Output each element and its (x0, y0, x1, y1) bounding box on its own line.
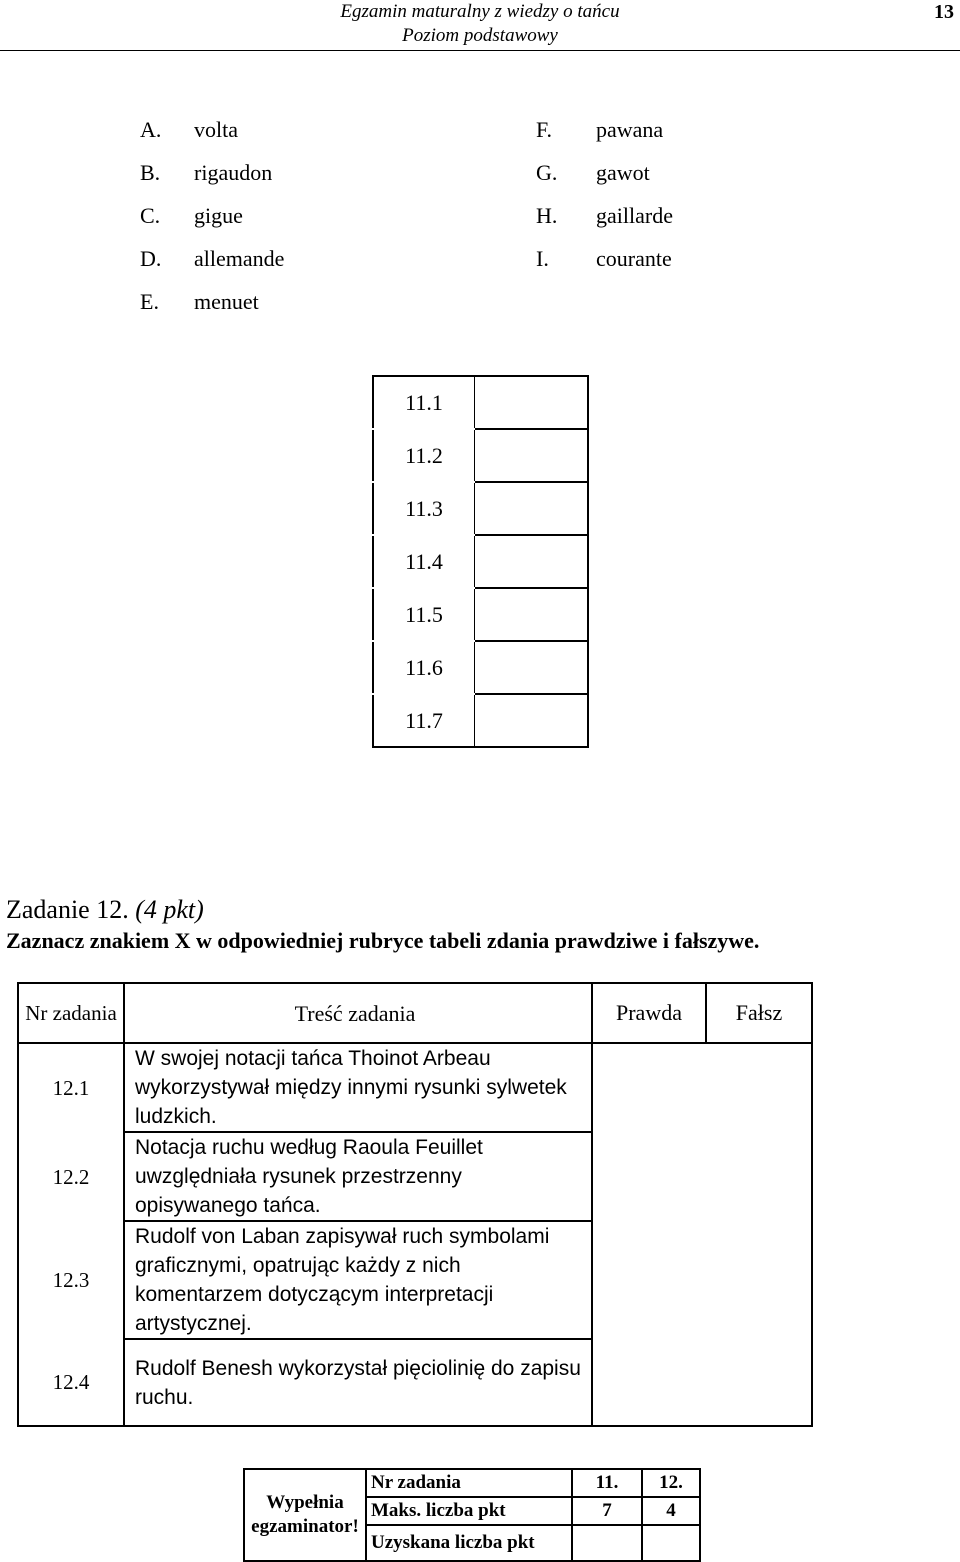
score-task-12: 12. (642, 1469, 700, 1497)
task-12-instruction: Zaznacz znakiem X w odpowiedniej rubryce tabeli zdania prawdziwe i fałszywe. (6, 928, 760, 953)
examiner-label: Wypełnia egzaminator! (244, 1469, 366, 1561)
option-letter: G. (536, 160, 558, 185)
option-letter: B. (140, 160, 161, 185)
answer-key: 11.2 (373, 429, 475, 482)
true-cell[interactable] (592, 1339, 706, 1426)
true-false-table (17, 982, 813, 1427)
option-letter: H. (536, 203, 558, 228)
answer-key: 11.5 (373, 588, 475, 641)
option-text: gigue (194, 203, 243, 228)
row-statement: Rudolf von Laban zapisywał ruch symbolami graficznymi, opatrując każdy z nich komentarzem dotyczącym interpretacji artystycznej. (124, 1221, 592, 1339)
option-letter: I. (536, 246, 549, 271)
option-text: volta (194, 117, 238, 142)
option-letter: E. (140, 289, 159, 314)
task-12-title (6, 894, 204, 926)
option-letter: A. (140, 117, 162, 142)
score-row-label: Uzyskana liczba pkt (366, 1525, 572, 1561)
table-header-row (18, 983, 812, 1043)
header-title-line2: Poziom podstawowy (402, 25, 558, 46)
false-cell[interactable] (706, 1132, 812, 1221)
table-row (18, 1339, 812, 1426)
false-cell[interactable] (706, 1221, 812, 1339)
table-row (18, 1132, 812, 1221)
option-letter: D. (140, 246, 162, 271)
answer-cell[interactable] (475, 694, 589, 747)
option-text: gaillarde (596, 203, 673, 228)
answer-key: 11.6 (373, 641, 475, 694)
earned-points-11[interactable] (572, 1525, 642, 1561)
row-statement: W swojej notacji tańca Thoinot Arbeau wykorzystywał między innymi rysunki sylwetek ludzkich. (124, 1043, 592, 1132)
max-points-11: 7 (572, 1497, 642, 1525)
row-nr: 12.1 (18, 1043, 124, 1132)
page-header (0, 0, 960, 51)
option-text: menuet (194, 289, 259, 314)
true-cell[interactable] (592, 1132, 706, 1221)
row-statement: Rudolf Benesh wykorzystał pięciolinię do zapisu ruchu. (124, 1339, 592, 1426)
row-nr: 12.4 (18, 1339, 124, 1426)
table-row (244, 1469, 700, 1497)
table-row (373, 429, 588, 482)
table-row (18, 1221, 812, 1339)
col-header-content: Treść zadania (124, 983, 592, 1043)
header-title-line1: Egzamin maturalny z wiedzy o tańcu (340, 1, 620, 22)
option-text: allemande (194, 246, 285, 271)
false-cell[interactable] (706, 1043, 812, 1132)
col-header-false: Fałsz (706, 983, 812, 1043)
col-header-nr: Nr zadania (18, 983, 124, 1043)
answer-cell[interactable] (475, 641, 589, 694)
table-row (18, 1043, 812, 1132)
option-text: pawana (596, 117, 664, 142)
table-row (373, 376, 588, 429)
true-cell[interactable] (592, 1043, 706, 1132)
table-row (373, 641, 588, 694)
row-statement: Notacja ruchu według Raoula Feuillet uwzględniała rysunek przestrzenny opisywanego tańca. (124, 1132, 592, 1221)
answer-table-11 (372, 375, 589, 748)
answer-key: 11.7 (373, 694, 475, 747)
score-row-label: Nr zadania (366, 1469, 572, 1497)
table-row (373, 588, 588, 641)
row-nr: 12.2 (18, 1132, 124, 1221)
table-row (373, 694, 588, 747)
table-row (373, 535, 588, 588)
option-text: gawot (596, 160, 650, 185)
task-title-text: Zadanie 12. (6, 895, 129, 924)
option-letter: C. (140, 203, 161, 228)
task-points: (4 pkt) (135, 895, 204, 924)
row-nr: 12.3 (18, 1221, 124, 1339)
max-points-12: 4 (642, 1497, 700, 1525)
true-cell[interactable] (592, 1221, 706, 1339)
option-text: rigaudon (194, 160, 273, 185)
col-header-true: Prawda (592, 983, 706, 1043)
header-title (300, 0, 660, 48)
answer-cell[interactable] (475, 429, 589, 482)
answer-cell[interactable] (475, 376, 589, 429)
answer-key: 11.1 (373, 376, 475, 429)
answer-cell[interactable] (475, 482, 589, 535)
answer-key: 11.4 (373, 535, 475, 588)
page-number: 13 (934, 1, 954, 23)
false-cell[interactable] (706, 1339, 812, 1426)
score-row-label: Maks. liczba pkt (366, 1497, 572, 1525)
answer-cell[interactable] (475, 535, 589, 588)
answer-cell[interactable] (475, 588, 589, 641)
table-row (373, 482, 588, 535)
option-letter: F. (536, 117, 552, 142)
answer-key: 11.3 (373, 482, 475, 535)
earned-points-12[interactable] (642, 1525, 700, 1561)
option-text: courante (596, 246, 672, 271)
score-task-11: 11. (572, 1469, 642, 1497)
examiner-score-box (243, 1468, 701, 1562)
